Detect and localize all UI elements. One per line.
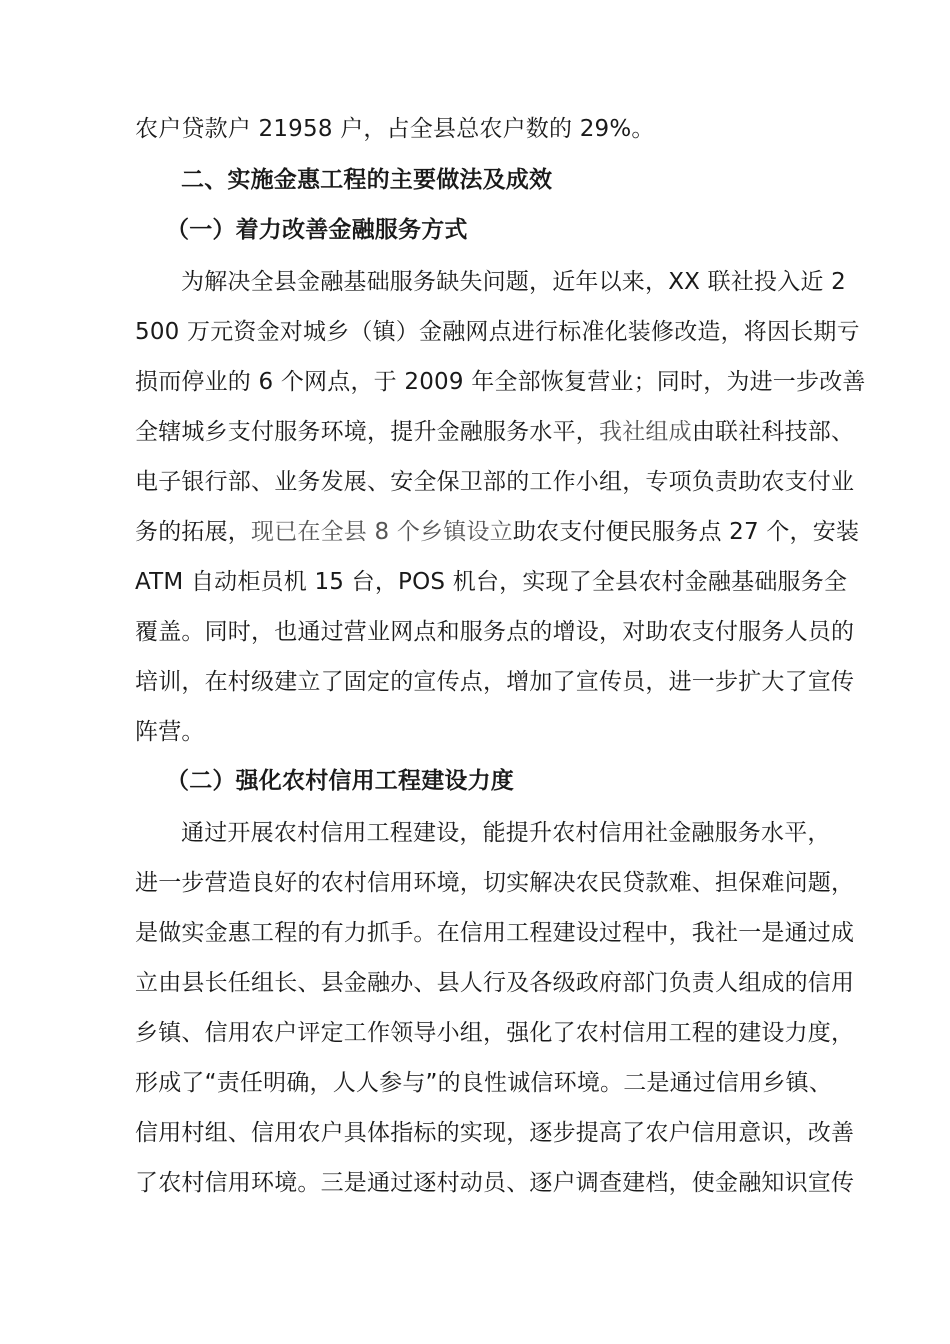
text-span: 助农支付便民服务点 27 个，安装 — [512, 519, 860, 545]
paragraph-line: 电子银行部、业务发展、安全保卫部的工作小组，专项负责助农支付业 — [135, 469, 855, 495]
text-span: 我社组成 — [599, 419, 692, 445]
paragraph-line: 为解决全县金融基础服务缺失问题，近年以来，XX 联社投入近 2 — [181, 269, 846, 295]
subsection-heading: （一）着力改善金融服务方式 — [166, 217, 468, 243]
paragraph-line: 信用村组、信用农户具体指标的实现，逐步提高了农户信用意识，改善 — [135, 1120, 855, 1146]
text-span: 全辖城乡支付服务环境，提升金融服务水平， — [135, 419, 599, 445]
paragraph-line: 了农村信用环境。三是通过逐村动员、逐户调查建档，使金融知识宣传 — [135, 1170, 855, 1196]
paragraph-line: 通过开展农村信用工程建设，能提升农村信用社金融服务水平， — [181, 820, 831, 846]
paragraph-line — [135, 416, 855, 448]
paragraph-line: ATM 自动柜员机 15 台，POS 机台，实现了全县农村金融基础服务全 — [135, 569, 848, 595]
paragraph-line — [135, 516, 860, 548]
section-heading: 二、实施金惠工程的主要做法及成效 — [181, 167, 553, 193]
text-span: 由联社科技部、 — [691, 419, 855, 445]
paragraph-line: 培训，在村级建立了固定的宣传点，增加了宣传员，进一步扩大了宣传 — [135, 669, 855, 695]
paragraph-line: 是做实金惠工程的有力抓手。在信用工程建设过程中，我社一是通过成 — [135, 920, 855, 946]
paragraph-line: 损而停业的 6 个网点，于 2009 年全部恢复营业；同时，为进一步改善 — [135, 369, 866, 395]
text-span: 现已在全县 8 个乡镇设立 — [251, 519, 513, 545]
paragraph-line: 乡镇、信用农户评定工作领导小组，强化了农村信用工程的建设力度， — [135, 1020, 855, 1046]
paragraph-line: 覆盖。同时，也通过营业网点和服务点的增设，对助农支付服务人员的 — [135, 619, 855, 645]
paragraph-line: 农户贷款户 21958 户，占全县总农户数的 29%。 — [135, 116, 655, 142]
paragraph-line: 500 万元资金对城乡（镇）金融网点进行标准化装修改造，将因长期亏 — [135, 319, 860, 345]
subsection-heading: （二）强化农村信用工程建设力度 — [166, 768, 514, 794]
text-span: 务的拓展， — [135, 519, 251, 545]
paragraph-line: 阵营。 — [135, 719, 205, 745]
paragraph-line: 进一步营造良好的农村信用环境，切实解决农民贷款难、担保难问题， — [135, 870, 855, 896]
paragraph-line: 立由县长任组长、县金融办、县人行及各级政府部门负责人组成的信用 — [135, 970, 855, 996]
paragraph-line: 形成了“责任明确，人人参与”的良性诚信环境。二是通过信用乡镇、 — [135, 1070, 833, 1096]
